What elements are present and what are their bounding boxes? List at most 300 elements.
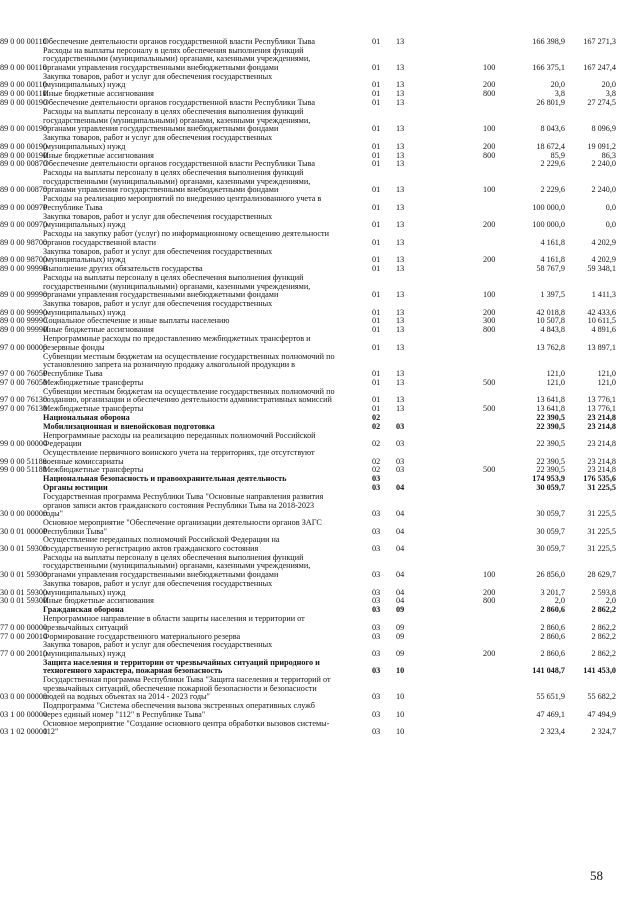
- row-description: [43, 720, 365, 737]
- table-row: [0, 432, 639, 449]
- target-item-code: 77 0 00 20010: [0, 631, 48, 641]
- expense-type-code: 800: [483, 325, 496, 335]
- target-item-code: 97 0 00 00000: [0, 342, 48, 352]
- row-description: [43, 597, 365, 606]
- target-item-code: 89 0 00 00110: [0, 37, 47, 46]
- subsection-code: 13: [396, 63, 405, 73]
- section-code: 01: [372, 316, 381, 326]
- row-description-line: резервные фонды: [43, 342, 105, 352]
- row-description: [43, 659, 365, 676]
- table-row: [0, 300, 639, 317]
- section-code: 01: [372, 89, 381, 99]
- target-item-code: 77 0 00 00000: [0, 622, 48, 632]
- amount-year-1: 10 507,8: [536, 316, 565, 326]
- section-code: 03: [372, 648, 381, 658]
- row-description-line: (муниципальных) нужд: [43, 220, 126, 230]
- row-description-line: государственными (муниципальными) органами, казенными учреждениями,: [43, 176, 311, 186]
- amount-year-2: 4 202,9: [591, 255, 616, 265]
- amount-year-2: 13 897,1: [587, 342, 616, 352]
- table-row: [0, 230, 639, 247]
- table-row: [0, 633, 639, 642]
- target-item-code: 89 0 00 00190: [0, 98, 48, 108]
- table-row: [0, 659, 639, 676]
- section-code: 01: [372, 264, 381, 274]
- table-row: [0, 493, 639, 519]
- target-item-code: 30 0 01 59300: [0, 570, 48, 580]
- section-code: 03: [372, 483, 381, 493]
- row-description-line: чрезвычайных ситуаций: [43, 622, 128, 632]
- row-description: [43, 108, 365, 134]
- table-row: [0, 702, 639, 719]
- row-description: [43, 152, 365, 161]
- table-row: [0, 606, 639, 615]
- row-description-line: Закупка товаров, работ и услуг для обеспечения государственных: [43, 579, 273, 588]
- target-item-code: 89 0 00 98700: [0, 255, 48, 265]
- amount-year-2: 28 629,7: [587, 570, 616, 580]
- row-description-line: Республике Тыва: [43, 368, 103, 378]
- amount-year-1: 55 651,9: [536, 692, 565, 702]
- row-description: [43, 633, 365, 642]
- expense-type-code: 200: [483, 307, 496, 317]
- section-code: 01: [372, 325, 381, 335]
- amount-year-1: 2 860,6: [540, 648, 565, 658]
- row-description-line: Формирование государственного материального резерва: [43, 632, 241, 641]
- row-description-line: через единый номер "112" в Республике Тыва": [43, 709, 206, 719]
- row-description-line: (муниципальных) нужд: [43, 80, 126, 90]
- row-description-line: Иные бюджетные ассигнования: [43, 90, 154, 99]
- row-description-line: Расходы на реализацию мероприятий по внедрению централизованного учета в: [43, 195, 322, 204]
- row-description: [43, 353, 365, 379]
- subsection-code: 13: [396, 220, 405, 230]
- row-description-line: Иные бюджетные ассигнования: [43, 597, 154, 606]
- section-code: 03: [372, 526, 381, 536]
- subsection-code: 03: [396, 439, 405, 449]
- section-code: 02: [372, 412, 381, 422]
- row-description: [43, 265, 365, 274]
- subsection-code: 04: [396, 596, 405, 606]
- subsection-code: 10: [396, 727, 405, 737]
- amount-year-1: 18 672,4: [536, 141, 565, 151]
- section-code: 03: [372, 509, 381, 519]
- row-description: [43, 554, 365, 580]
- amount-year-2: 0,0: [605, 220, 616, 230]
- row-description-line: государственными (муниципальными) органами, казенными учреждениями,: [43, 115, 311, 125]
- subsection-code: 10: [396, 666, 405, 676]
- row-description-line: Национальная безопасность и правоохранительная деятельность: [43, 475, 287, 484]
- target-item-code: 89 0 00 00970: [0, 202, 48, 212]
- table-row: [0, 47, 639, 73]
- table-row: [0, 580, 639, 597]
- amount-year-1: 22 390,5: [536, 439, 565, 449]
- amount-year-2: 121,0: [597, 377, 616, 387]
- row-description-line: Государственная программа Республики Тыва "Основные направления развития: [43, 492, 324, 501]
- amount-year-1: 30 059,7: [536, 509, 565, 519]
- amount-year-2: 167 247,4: [583, 63, 616, 73]
- row-description: [43, 423, 365, 432]
- section-code: 03: [372, 709, 381, 719]
- row-description: [43, 519, 365, 536]
- amount-year-1: 30 059,7: [536, 544, 565, 554]
- row-description-line: Непрограммные расходы на реализацию переданных полномочий Российской: [43, 431, 316, 440]
- row-description: [43, 432, 365, 449]
- section-code: 03: [372, 570, 381, 580]
- row-description-line: (муниципальных) нужд: [43, 255, 126, 265]
- target-item-code: 89 0 00 00190: [0, 141, 48, 151]
- row-description: [43, 388, 365, 405]
- subsection-code: 09: [396, 622, 405, 632]
- row-description-line: Основное мероприятие "Обеспечение организации деятельности органов ЗАГС: [43, 519, 322, 527]
- row-description: [43, 99, 365, 108]
- amount-year-2: 3,8: [605, 89, 616, 99]
- row-description: [43, 195, 365, 212]
- row-description-line: установлению запрета на розничную продажу алкогольной продукции в: [43, 360, 296, 370]
- subsection-code: 09: [396, 605, 405, 615]
- target-item-code: 97 0 00 76130: [0, 403, 48, 413]
- table-row: [0, 423, 639, 432]
- section-code: 01: [372, 342, 381, 352]
- amount-year-1: 121,0: [546, 368, 565, 378]
- subsection-code: 13: [396, 316, 405, 326]
- row-description-line: Социальное обеспечение и иные выплаты населению: [43, 317, 230, 326]
- row-description-line: Осуществление переданных полномочий Российской Федерации на: [43, 536, 280, 545]
- subsection-code: 09: [396, 648, 405, 658]
- row-description: [43, 536, 365, 553]
- section-code: 01: [372, 141, 381, 151]
- table-row: [0, 160, 639, 169]
- subsection-code: 13: [396, 98, 405, 108]
- expense-type-code: 100: [483, 570, 496, 580]
- table-row: [0, 388, 639, 405]
- expense-type-code: 500: [483, 465, 496, 475]
- subsection-code: 04: [396, 509, 405, 519]
- row-description-line: военные комиссариаты: [43, 456, 124, 466]
- amount-year-1: 26 856,0: [536, 570, 565, 580]
- row-description-line: (муниципальных) нужд: [43, 307, 126, 317]
- section-code: 01: [372, 150, 381, 160]
- target-item-code: 89 0 00 00870: [0, 159, 48, 169]
- row-description: [43, 317, 365, 326]
- section-code: 03: [372, 622, 381, 632]
- amount-year-1: 2 860,6: [540, 631, 565, 641]
- table-row: [0, 641, 639, 658]
- subsection-code: 13: [396, 80, 405, 90]
- table-row: [0, 213, 639, 230]
- row-description: [43, 300, 365, 317]
- table-row: [0, 449, 639, 466]
- table-row: [0, 169, 639, 195]
- page-number: 58: [590, 868, 603, 883]
- row-description-line: Закупка товаров, работ и услуг для обеспечения государственных: [43, 641, 273, 650]
- amount-year-1: 58 767,9: [536, 264, 565, 274]
- row-description-line: Закупка товаров, работ и услуг для обеспечения государственных: [43, 247, 273, 256]
- row-description-line: Республике Тыва: [43, 202, 103, 212]
- table-row: [0, 248, 639, 265]
- table-row: [0, 353, 639, 379]
- amount-year-1: 166 375,1: [532, 63, 565, 73]
- row-description-line: Закупка товаров, работ и услуг для обеспечения государственных: [43, 212, 273, 221]
- amount-year-2: 121,0: [597, 368, 616, 378]
- amount-year-1: 8 043,6: [540, 124, 565, 134]
- row-description-line: Иные бюджетные ассигнования: [43, 326, 154, 335]
- row-description: [43, 484, 365, 493]
- row-description-line: Расходы на закупку работ (услуг) по информационному освещению деятельности: [43, 230, 330, 239]
- amount-year-2: 176 535,6: [583, 474, 616, 484]
- amount-year-1: 22 390,5: [536, 412, 565, 422]
- row-description: [43, 90, 365, 99]
- section-code: 01: [372, 368, 381, 378]
- expense-type-code: 800: [483, 89, 496, 99]
- target-item-code: 03 1 02 00000: [0, 727, 48, 737]
- row-description: [43, 335, 365, 352]
- amount-year-1: 20,0: [550, 80, 565, 90]
- expense-type-code: 800: [483, 596, 496, 606]
- section-code: 01: [372, 395, 381, 405]
- row-description-line: Расходы на выплаты персоналу в целях обеспечения выполнения функций: [43, 169, 304, 178]
- target-item-code: 30 0 00 00000: [0, 509, 48, 519]
- target-item-code: 89 0 00 00970: [0, 220, 48, 230]
- target-item-code: 99 0 00 51180: [0, 465, 47, 475]
- amount-year-2: 31 225,5: [587, 509, 616, 519]
- row-description-line: годы": [43, 509, 64, 519]
- table-row: [0, 326, 639, 335]
- target-item-code: 03 1 00 00000: [0, 709, 48, 719]
- table-row: [0, 615, 639, 632]
- expense-type-code: 100: [483, 185, 496, 195]
- amount-year-1: 22 390,5: [536, 465, 565, 475]
- row-description-line: созданию, организации и обеспечению деятельности административных комиссий: [43, 395, 332, 405]
- amount-year-1: 2 860,6: [540, 622, 565, 632]
- row-description-line: органами управления государственными внебюджетными фондами: [43, 185, 279, 195]
- target-item-code: 97 0 00 76130: [0, 395, 48, 405]
- amount-year-1: 2,0: [554, 596, 565, 606]
- row-description-line: Закупка товаров, работ и услуг для обеспечения государственных: [43, 300, 273, 308]
- table-row: [0, 536, 639, 553]
- target-item-code: 30 0 01 59300: [0, 596, 48, 606]
- row-description: [43, 466, 365, 475]
- row-description-line: Расходы на выплаты персоналу в целях обеспечения выполнения функций: [43, 273, 304, 282]
- subsection-code: 13: [396, 403, 405, 413]
- amount-year-2: 23 214,8: [587, 456, 616, 466]
- target-item-code: 97 0 00 76050: [0, 377, 48, 387]
- subsection-code: 13: [396, 159, 405, 169]
- table-row: [0, 108, 639, 134]
- section-code: 01: [372, 159, 381, 169]
- section-code: 03: [372, 587, 381, 597]
- row-description-line: 112": [43, 727, 59, 737]
- section-code: 03: [372, 727, 381, 737]
- row-description-line: Расходы на выплаты персоналу в целях обеспечения выполнения функций: [43, 108, 304, 117]
- subsection-code: 13: [396, 202, 405, 212]
- row-description: [43, 379, 365, 388]
- amount-year-2: 23 214,8: [587, 421, 616, 431]
- section-code: 01: [372, 80, 381, 90]
- section-code: 03: [372, 474, 381, 484]
- section-code: 01: [372, 290, 381, 300]
- section-code: 01: [372, 98, 381, 108]
- table-row: [0, 134, 639, 151]
- row-description-line: Обеспечение деятельности органов государственной власти Республики Тыва: [43, 99, 316, 108]
- target-item-code: 89 0 00 99990: [0, 264, 48, 274]
- subsection-code: 03: [396, 421, 405, 431]
- amount-year-1: 100 000,0: [532, 220, 565, 230]
- amount-year-1: 85,9: [550, 150, 565, 160]
- amount-year-2: 2 862,2: [591, 605, 616, 615]
- table-row: [0, 676, 639, 702]
- amount-year-1: 2 229,6: [540, 185, 565, 195]
- target-item-code: 89 0 00 00190: [0, 124, 48, 134]
- row-description-line: людей на водных объектах на 2014 - 2023 годы": [43, 692, 210, 702]
- target-item-code: 30 0 01 00000: [0, 526, 48, 536]
- amount-year-2: 10 611,5: [587, 316, 616, 326]
- subsection-code: 13: [396, 237, 405, 247]
- section-code: 02: [372, 439, 381, 449]
- section-code: 01: [372, 185, 381, 195]
- expense-type-code: 200: [483, 648, 496, 658]
- section-code: 03: [372, 692, 381, 702]
- row-description-line: Непрограммные расходы по предоставлению межбюджетных трансфертов и: [43, 335, 311, 344]
- row-description: [43, 641, 365, 658]
- table-row: [0, 195, 639, 212]
- amount-year-1: 4 161,8: [540, 255, 565, 265]
- row-description-line: органов государственной власти: [43, 237, 157, 247]
- amount-year-2: 2 240,0: [591, 159, 616, 169]
- section-code: 02: [372, 465, 381, 475]
- amount-year-2: 27 274,5: [587, 98, 616, 108]
- amount-year-2: 23 214,8: [587, 412, 616, 422]
- amount-year-1: 1 397,5: [540, 290, 565, 300]
- row-description-line: Расходы на выплаты персоналу в целях обеспечения выполнения функций: [43, 553, 304, 562]
- subsection-code: 10: [396, 709, 405, 719]
- amount-year-2: 141 453,0: [583, 666, 616, 676]
- amount-year-2: 2 240,0: [591, 185, 616, 195]
- amount-year-2: 167 271,3: [583, 37, 616, 46]
- section-code: 01: [372, 37, 381, 46]
- amount-year-1: 22 390,5: [536, 456, 565, 466]
- subsection-code: 13: [396, 124, 405, 134]
- amount-year-2: 1 411,3: [591, 290, 616, 300]
- amount-year-1: 13 762,8: [536, 342, 565, 352]
- section-code: 01: [372, 255, 381, 265]
- amount-year-1: 174 953,9: [532, 474, 565, 484]
- subsection-code: 04: [396, 526, 405, 536]
- row-description: [43, 414, 365, 423]
- section-code: 01: [372, 307, 381, 317]
- table-row: [0, 265, 639, 274]
- amount-year-1: 166 398,9: [532, 37, 565, 46]
- subsection-code: 13: [396, 342, 405, 352]
- section-code: 01: [372, 403, 381, 413]
- expense-type-code: 500: [483, 377, 496, 387]
- expense-type-code: 300: [483, 316, 496, 326]
- table-row: [0, 335, 639, 352]
- subsection-code: 13: [396, 141, 405, 151]
- amount-year-2: 20,0: [601, 80, 616, 90]
- target-item-code: 89 0 00 00110: [0, 80, 47, 90]
- subsection-code: 13: [396, 325, 405, 335]
- subsection-code: 04: [396, 570, 405, 580]
- expense-type-code: 100: [483, 290, 496, 300]
- amount-year-1: 141 048,7: [532, 666, 565, 676]
- amount-year-2: 42 433,6: [587, 307, 616, 317]
- amount-year-1: 22 390,5: [536, 421, 565, 431]
- row-description: [43, 134, 365, 151]
- row-description-line: государственными (муниципальными) органами, казенными учреждениями,: [43, 54, 311, 64]
- row-description-line: Закупка товаров, работ и услуг для обеспечения государственных: [43, 72, 273, 81]
- row-description-line: чрезвычайных ситуаций, обеспечение пожарной безопасности и безопасности: [43, 683, 317, 693]
- amount-year-2: 47 494,9: [587, 709, 616, 719]
- row-description-line: Мобилизационная и вневойсковая подготовка: [43, 422, 215, 431]
- amount-year-1: 100 000,0: [532, 202, 565, 212]
- amount-year-1: 30 059,7: [536, 483, 565, 493]
- target-item-code: 89 0 00 99990: [0, 325, 48, 335]
- row-description-line: Расходы на выплаты персоналу в целях обеспечения выполнения функций: [43, 46, 304, 55]
- subsection-code: 13: [396, 307, 405, 317]
- row-description-line: Осуществление первичного воинского учета на территориях, где отсутствуют: [43, 448, 315, 457]
- row-description-line: органов записи актов гражданского состояния Республики Тыва на 2018-2023: [43, 500, 315, 510]
- expense-type-code: 800: [483, 150, 496, 160]
- amount-year-1: 30 059,7: [536, 526, 565, 536]
- table-row: [0, 99, 639, 108]
- subsection-code: 13: [396, 395, 405, 405]
- amount-year-1: 3 201,7: [540, 587, 565, 597]
- row-description: [43, 580, 365, 597]
- subsection-code: 04: [396, 483, 405, 493]
- row-description-line: Субвенции местным бюджетам на осуществление государственных полномочий по: [43, 352, 335, 361]
- target-item-code: 89 0 00 99990: [0, 290, 48, 300]
- row-description: [43, 615, 365, 632]
- expense-type-code: 100: [483, 63, 496, 73]
- subsection-code: 13: [396, 150, 405, 160]
- subsection-code: 13: [396, 37, 405, 46]
- amount-year-2: 31 225,5: [587, 544, 616, 554]
- target-item-code: 89 0 00 00870: [0, 185, 48, 195]
- row-description-line: Субвенции местным бюджетам на осуществление государственных полномочий по: [43, 387, 335, 396]
- amount-year-1: 47 469,1: [536, 709, 565, 719]
- table-row: [0, 274, 639, 300]
- amount-year-2: 2,0: [605, 596, 616, 606]
- row-description-line: Гражданская оборона: [43, 606, 124, 615]
- amount-year-2: 2 862,2: [591, 631, 616, 641]
- row-description: [43, 449, 365, 466]
- row-description: [43, 405, 365, 414]
- row-description-line: органами управления государственными внебюджетными фондами: [43, 570, 279, 580]
- row-description-line: Межбюджетные трансферты: [43, 404, 144, 413]
- amount-year-2: 31 225,5: [587, 483, 616, 493]
- amount-year-2: 0,0: [605, 202, 616, 212]
- subsection-code: 04: [396, 544, 405, 554]
- row-description-line: Национальная оборона: [43, 413, 130, 422]
- section-code: 01: [372, 377, 381, 387]
- target-item-code: 89 0 00 99990: [0, 307, 48, 317]
- section-code: 01: [372, 124, 381, 134]
- row-description-line: Органы юстиции: [43, 484, 108, 493]
- subsection-code: 13: [396, 377, 405, 387]
- amount-year-2: 86,3: [601, 150, 616, 160]
- expense-type-code: 500: [483, 403, 496, 413]
- row-description: [43, 475, 365, 484]
- target-item-code: 89 0 00 00190: [0, 150, 48, 160]
- amount-year-1: 2 323,4: [540, 727, 565, 737]
- row-description-line: техногенного характера, пожарная безопасность: [43, 666, 223, 676]
- amount-year-2: 19 091,2: [587, 141, 616, 151]
- amount-year-2: 55 682,2: [587, 692, 616, 702]
- subsection-code: 13: [396, 368, 405, 378]
- row-description: [43, 702, 365, 719]
- section-code: 02: [372, 456, 381, 466]
- target-item-code: 89 0 00 98700: [0, 237, 48, 247]
- row-description: [43, 326, 365, 335]
- row-description-line: (муниципальных) нужд: [43, 587, 126, 597]
